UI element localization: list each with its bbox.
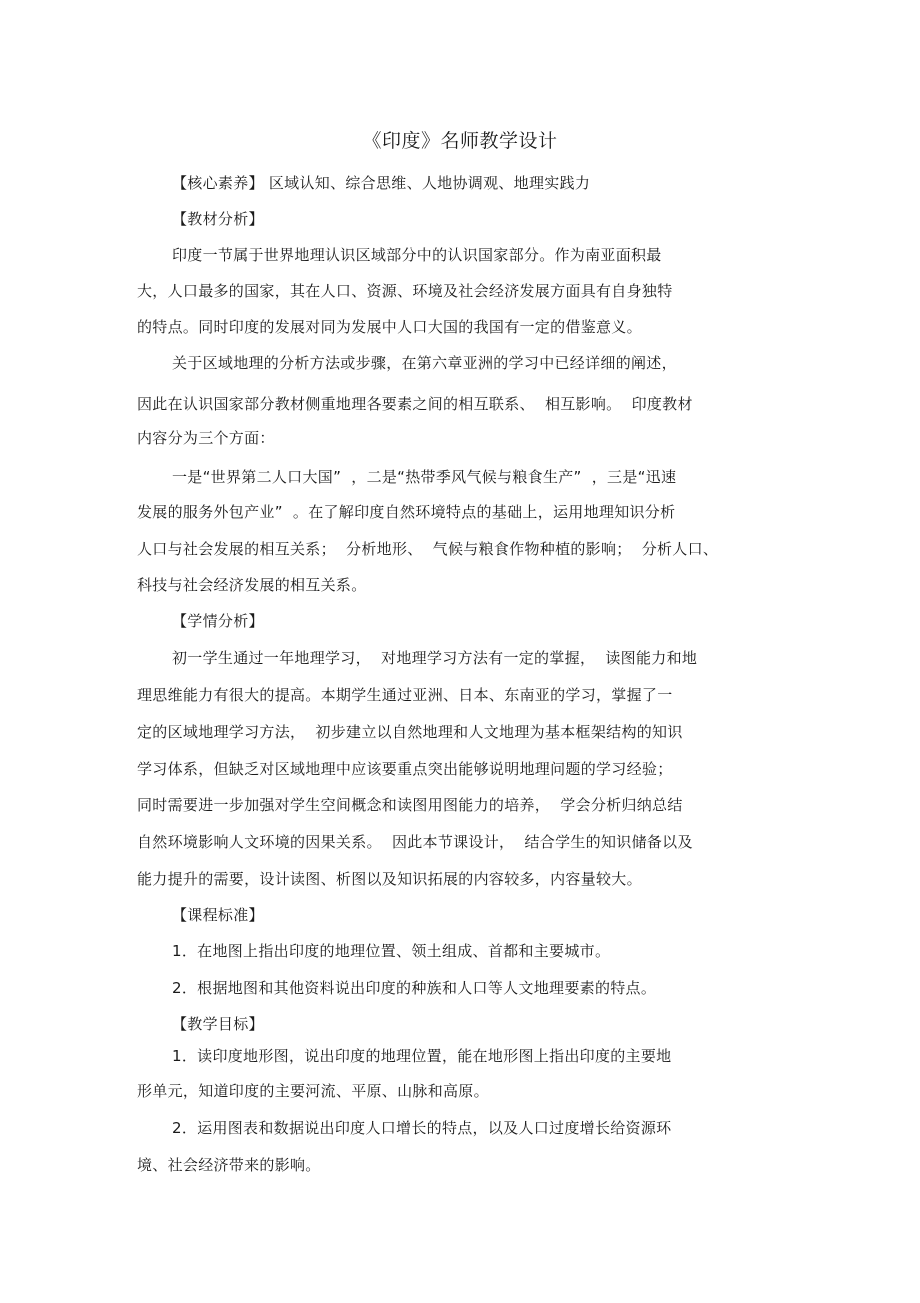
goal-item: 形单元，知道印度的主要河流、平原、山脉和高原。 bbox=[137, 1082, 489, 1100]
paragraph-line: 人口与社会发展的相互关系； 分析地形、 气候与粮食作物种植的影响； 分析人口、 bbox=[137, 540, 719, 558]
standard-item: 2．根据地图和其他资料说出印度的种族和人口等人文地理要素的特点。 bbox=[172, 979, 657, 997]
goal-item: 1．读印度地形图，说出印度的地理位置，能在地形图上指出印度的主要地 bbox=[172, 1047, 672, 1065]
paragraph-line: 内容分为三个方面： bbox=[137, 429, 275, 447]
paragraph-line: 发展的服务外包产业” 。在了解印度自然环境特点的基础上，运用地理知识分析 bbox=[137, 503, 676, 521]
paragraph-line: 大，人口最多的国家，其在人口、资源、环境及社会经济发展方面具有自身独特 bbox=[137, 282, 673, 300]
paragraph-line: 关于区域地理的分析方法或步骤，在第六章亚洲的学习中已经详细的阐述， bbox=[172, 354, 677, 372]
document-title: 《印度》名师教学设计 bbox=[362, 130, 558, 152]
paragraph-line: 因此在认识国家部分教材侧重地理各要素之间的相互联系、 相互影响。 印度教材 bbox=[137, 395, 693, 413]
core-competency-label: 【核心素养】 bbox=[172, 174, 264, 192]
core-competency-line bbox=[172, 173, 590, 193]
paragraph-line: 理思维能力有很大的提高。本期学生通过亚洲、日本、东南亚的学习，掌握了一 bbox=[137, 686, 673, 704]
paragraph-line: 一是“世界第二人口大国” ，二是“热带季风气候与粮食生产” ，三是“迅速 bbox=[172, 468, 677, 486]
curriculum-standards-heading: 【课程标准】 bbox=[172, 906, 264, 924]
core-competency-text: 区域认知、综合思维、人地协调观、地理实践力 bbox=[263, 174, 591, 192]
teaching-goals-heading: 【教学目标】 bbox=[172, 1015, 264, 1033]
paragraph-line: 科技与社会经济发展的相互关系。 bbox=[137, 576, 367, 594]
paragraph-line: 同时需要进一步加强对学生空间概念和读图用图能力的培养， 学会分析归纳总结 bbox=[137, 796, 683, 814]
paragraph-line: 的特点。同时印度的发展对同为发展中人口大国的我国有一定的借鉴意义。 bbox=[137, 318, 642, 336]
goal-item: 2．运用图表和数据说出印度人口增长的特点，以及人口过度增长给资源环 bbox=[172, 1119, 672, 1137]
paragraph-line: 自然环境影响人文环境的因果关系。 因此本节课设计， 结合学生的知识储备以及 bbox=[137, 833, 693, 851]
paragraph-line: 学习体系，但缺乏对区域地理中应该要重点突出能够说明地理问题的学习经验； bbox=[137, 760, 673, 778]
paragraph-line: 能力提升的需要，设计读图、析图以及知识拓展的内容较多，内容量较大。 bbox=[137, 870, 642, 888]
paragraph-line: 定的区域地理学习方法， 初步建立以自然地理和人文地理为基本框架结构的知识 bbox=[137, 723, 683, 741]
textbook-analysis-heading: 【教材分析】 bbox=[172, 210, 264, 228]
paragraph-line: 印度一节属于世界地理认识区域部分中的认识国家部分。作为南亚面积最 bbox=[172, 246, 662, 264]
goal-item: 境、社会经济带来的影响。 bbox=[137, 1156, 321, 1174]
learner-analysis-heading: 【学情分析】 bbox=[172, 612, 264, 630]
paragraph-line: 初一学生通过一年地理学习， 对地理学习方法有一定的掌握， 读图能力和地 bbox=[172, 649, 698, 667]
standard-item: 1．在地图上指出印度的地理位置、领土组成、首都和主要城市。 bbox=[172, 942, 611, 960]
